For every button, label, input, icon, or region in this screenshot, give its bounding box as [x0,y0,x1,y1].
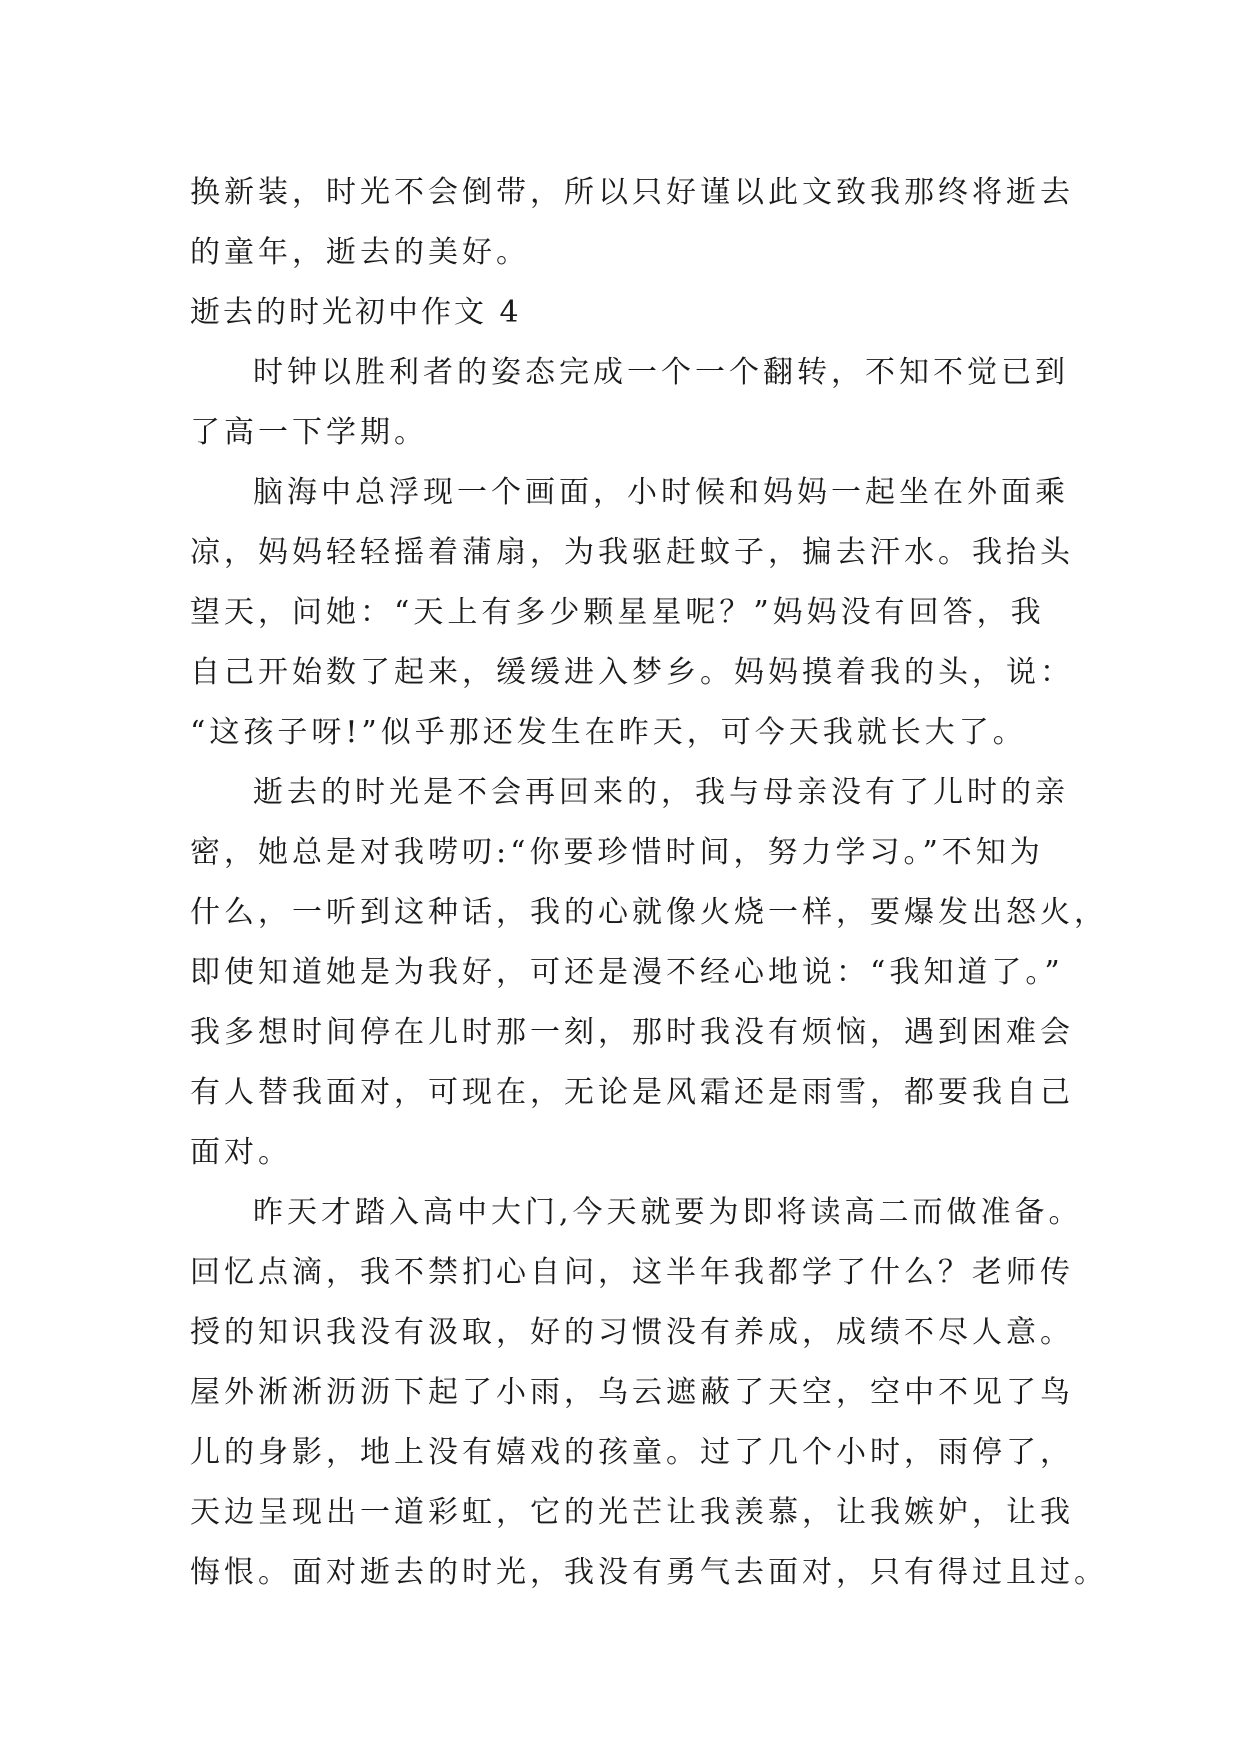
document-body [190,163,1108,1603]
text-line: 凉，妈妈轻轻摇着蒲扇，为我驱赶蚊子，揙去汗水。我抬头 [190,535,1074,570]
text-line: 换新装，时光不会倒带，所以只好谨以此文致我那终将逝去 [190,175,1074,210]
paragraph-first-line: 昨天才踏入高中大门,今天就要为即将读高二而做准备。 [253,1195,1083,1230]
text-line: 了高一下学期。 [190,415,428,450]
text-line: 悔恨。面对逝去的时光，我没有勇气去面对，只有得过且过。 [190,1555,1108,1590]
text-line: 什么，一听到这种话，我的心就像火烧一样，要爆发出怒火， [190,895,1108,930]
text-line: 我多想时间停在儿时那一刻，那时我没有烦恼，遇到困难会 [190,1015,1074,1050]
paragraph-first-line: 脑海中总浮现一个画面，小时候和妈妈一起坐在外面乘 [253,475,1069,510]
text-line: 面对。 [190,1135,292,1170]
text-line: 回忆点滴，我不禁扪心自问，这半年我都学了什么？老师传 [190,1255,1074,1290]
text-line: 授的知识我没有汲取，好的习惯没有养成，成绩不尽人意。 [190,1315,1074,1350]
paragraph-first-line: 时钟以胜利者的姿态完成一个一个翻转，不知不觉已到 [253,355,1069,390]
text-line: 的童年，逝去的美好。 [190,235,530,270]
text-line: 密，她总是对我唠叨:“你要珍惜时间，努力学习。”不知为 [190,835,1044,870]
section-heading: 逝去的时光初中作文 4 [190,295,522,330]
text-line: 屋外淅淅沥沥下起了小雨，乌云遮蔽了天空，空中不见了鸟 [190,1375,1074,1410]
text-line: 自己开始数了起来，缓缓进入梦乡。妈妈摸着我的头，说： [190,655,1074,690]
text-line: 即使知道她是为我好，可还是漫不经心地说：“我知道了。” [190,955,1064,990]
text-line: 儿的身影，地上没有嬉戏的孩童。过了几个小时，雨停了， [190,1435,1074,1470]
text-line: 天边呈现出一道彩虹，它的光芒让我羡慕，让我嫉妒，让我 [190,1495,1074,1530]
text-line: 望天，问她：“天上有多少颗星星呢？”妈妈没有回答，我 [190,595,1045,630]
paragraph-first-line: 逝去的时光是不会再回来的，我与母亲没有了儿时的亲 [253,775,1069,810]
text-line: “这孩子呀!”似乎那还发生在昨天，可今天我就长大了。 [190,715,1027,750]
text-line: 有人替我面对，可现在，无论是风霜还是雨雪，都要我自己 [190,1075,1074,1110]
